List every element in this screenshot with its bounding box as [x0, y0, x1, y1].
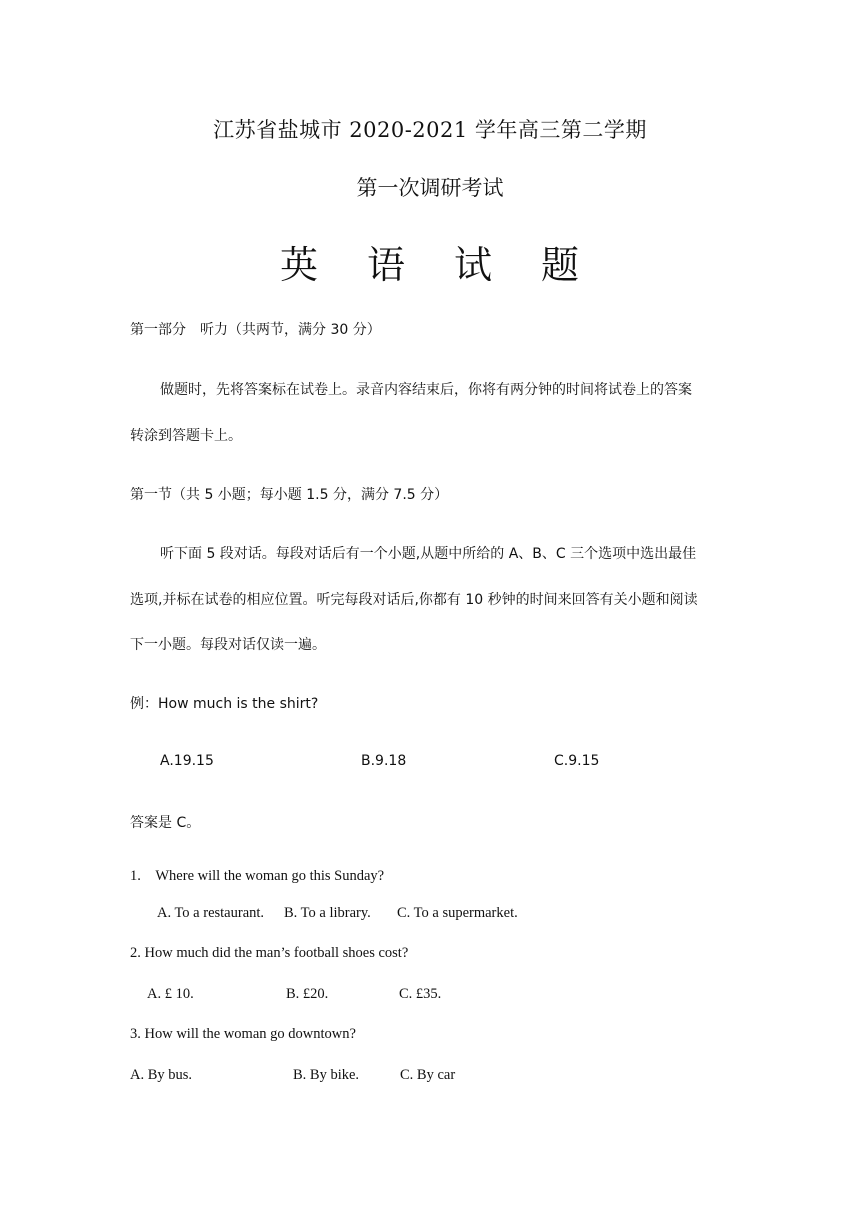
question-1-option-c: C. To a supermarket. — [397, 905, 518, 921]
part1-instruction-line2: 转涂到答题卡上。 — [130, 428, 242, 444]
example-option-c: C.9.15 — [554, 753, 600, 769]
question-3-text: 3. How will the woman go downtown? — [130, 1026, 356, 1042]
subject-title-char: 英 — [279, 243, 319, 287]
part1-heading: 第一部分 听力（共两节，满分 30 分） — [130, 322, 381, 338]
example-option-b: B.9.18 — [361, 753, 407, 769]
section1-instruction-line1: 听下面 5 段对话。每段对话后有一个小题,从题中所给的 A、B、C 三个选项中选出最佳 — [160, 546, 697, 562]
question-2-option-c: C. £35. — [399, 986, 442, 1002]
question-3-option-a: A. By bus. — [130, 1067, 193, 1083]
example-question: 例：How much is the shirt? — [130, 696, 319, 712]
subject-title-char: 题 — [541, 243, 581, 287]
exam-title-line2: 第一次调研考试 — [356, 176, 504, 200]
example-option-a: A.19.15 — [160, 753, 214, 769]
question-3-option-b: B. By bike. — [293, 1067, 360, 1083]
question-2-text: 2. How much did the man’s football shoes cost? — [130, 945, 409, 961]
section1-heading: 第一节（共 5 小题；每小题 1.5 分，满分 7.5 分） — [130, 487, 449, 503]
subject-title-char: 试 — [454, 243, 494, 287]
question-2-option-a: A. £ 10. — [147, 986, 194, 1002]
exam-title-line1: 江苏省盐城市 2020-2021 学年高三第二学期 — [213, 118, 647, 142]
example-answer: 答案是 C。 — [130, 815, 201, 831]
question-3-option-c: C. By car — [400, 1067, 456, 1083]
question-1-option-a: A. To a restaurant. — [157, 905, 265, 921]
question-2-option-b: B. £20. — [286, 986, 329, 1002]
question-1-text: 1. Where will the woman go this Sunday? — [130, 868, 385, 884]
section1-instruction-line3: 下一小题。每段对话仅读一遍。 — [130, 637, 326, 653]
question-1-option-b: B. To a library. — [284, 905, 371, 921]
part1-instruction-line1: 做题时，先将答案标在试卷上。录音内容结束后，你将有两分钟的时间将试卷上的答案 — [160, 382, 692, 398]
subject-title — [0, 234, 860, 289]
subject-title-char: 语 — [366, 243, 406, 287]
section1-instruction-line2: 选项,并标在试卷的相应位置。听完每段对话后,你都有 10 秒钟的时间来回答有关小题和阅读 — [130, 592, 698, 608]
